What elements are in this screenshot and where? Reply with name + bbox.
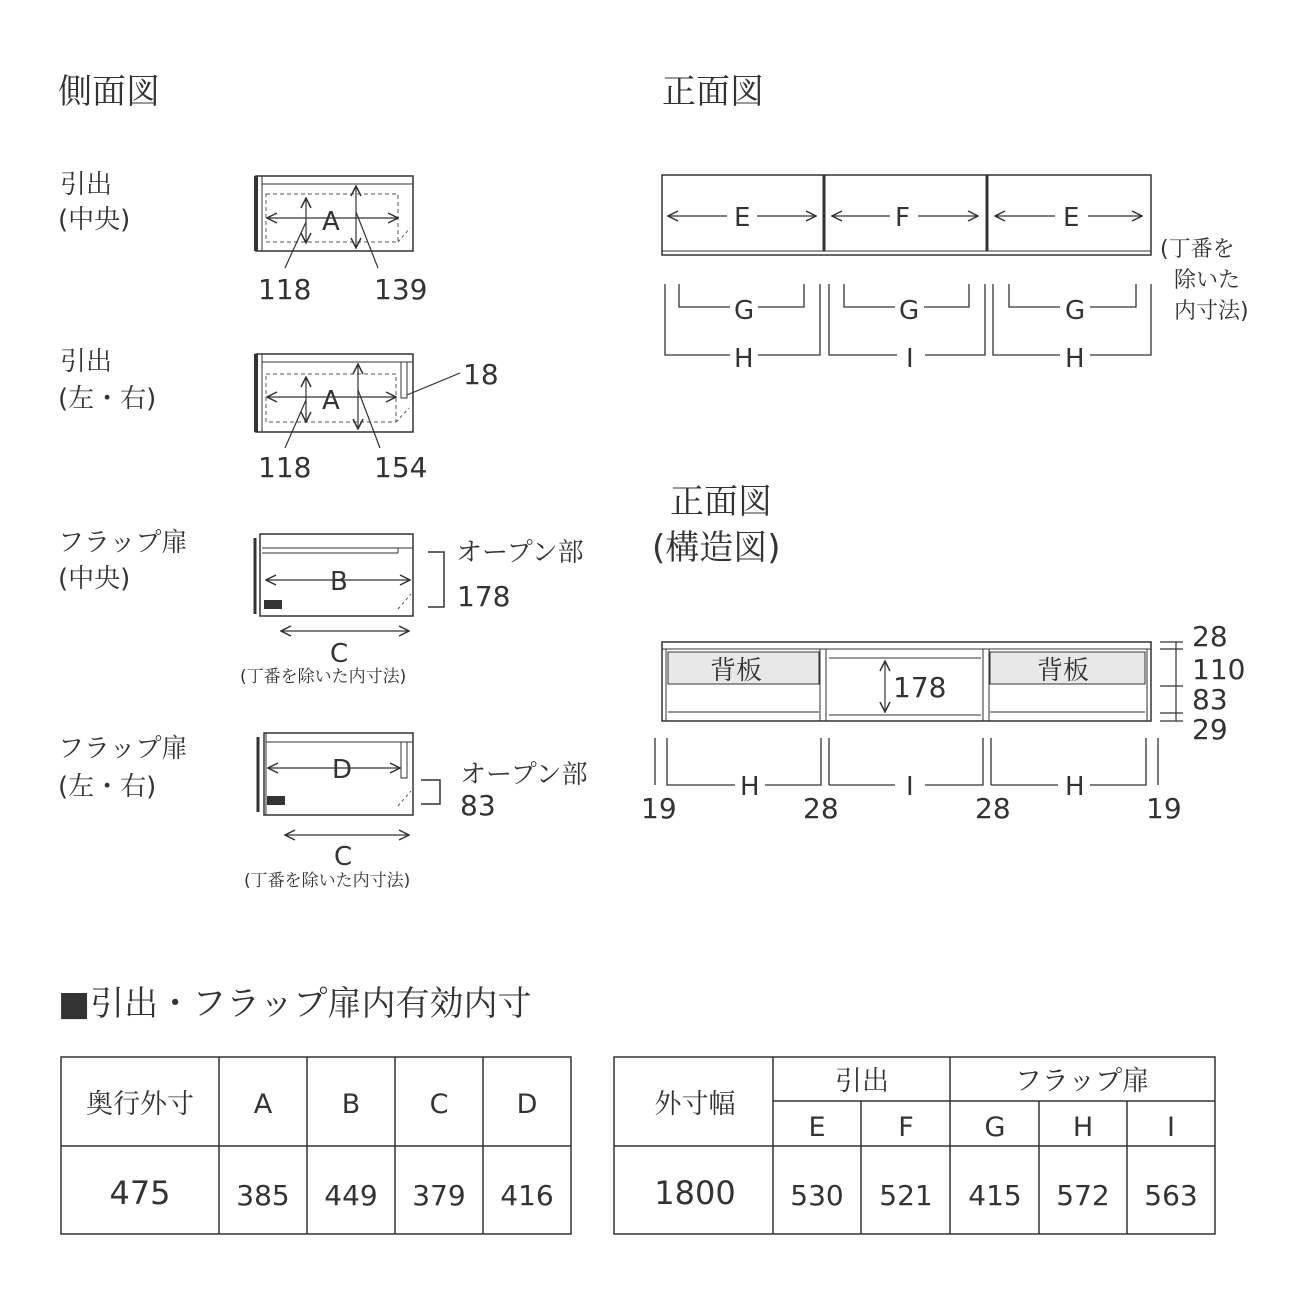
flap-center-letter-c: C <box>330 639 349 669</box>
structure-letter-i: I <box>906 772 914 802</box>
structure-title: 正面図 <box>670 482 772 522</box>
flap-lr-sublabel: (左・右) <box>58 772 157 802</box>
drawer-lr-label: 引出 <box>60 347 113 377</box>
front-note-line3: 内寸法) <box>1174 299 1249 324</box>
drawer-center-dim2: 139 <box>374 273 428 306</box>
drawer-lr-group <box>58 347 499 484</box>
table-right-value-f: 521 <box>879 1179 933 1212</box>
front-view-drawing <box>662 175 1151 355</box>
front-note-line1: (丁番を <box>1160 237 1235 262</box>
front-letter-g-left: G <box>734 296 755 326</box>
flap-center-letter-b: B <box>330 567 348 597</box>
table-left-header-c: C <box>429 1089 449 1120</box>
flap-center-sublabel: (中央) <box>58 564 131 594</box>
structure-dim-28-left: 28 <box>803 792 839 825</box>
flap-center-drawing <box>255 534 444 631</box>
structure-dim-83: 83 <box>1192 683 1228 716</box>
table-left-header-depth: 奥行外寸 <box>86 1089 194 1120</box>
table-left-header-a: A <box>253 1089 273 1120</box>
structure-dim-29: 29 <box>1192 713 1228 746</box>
table-right-sub-i: I <box>1167 1112 1175 1143</box>
section-title: ■引出・フラップ扉内有効内寸 <box>58 984 532 1024</box>
structure-subtitle: (構造図) <box>652 528 781 568</box>
drawer-lr-dim-side: 18 <box>463 358 499 391</box>
drawer-lr-drawing <box>256 354 460 448</box>
table-left-header-d: D <box>516 1089 538 1120</box>
flap-lr-open-label: オープン部 <box>460 760 588 790</box>
front-letter-f: F <box>895 203 910 233</box>
drawer-lr-dim2: 154 <box>374 451 428 484</box>
structure-dim-19-left: 19 <box>641 792 677 825</box>
table-right-group-flap: フラップ扉 <box>1014 1066 1150 1097</box>
table-left-header-b: B <box>341 1089 361 1120</box>
drawer-lr-sublabel: (左・右) <box>58 384 157 414</box>
flap-lr-label: フラップ扉 <box>58 734 188 764</box>
flap-center-group <box>58 528 584 687</box>
flap-center-note: (丁番を除いた内寸法) <box>240 667 407 687</box>
structure-back-right: 背板 <box>1037 656 1090 686</box>
table-right-header-width: 外寸幅 <box>654 1089 736 1120</box>
drawer-center-sublabel: (中央) <box>58 205 131 235</box>
drawer-center-label: 引出 <box>60 170 113 200</box>
front-view-title: 正面図 <box>662 72 764 112</box>
flap-lr-open-dim: 83 <box>460 789 496 822</box>
table-right-sub-h: H <box>1072 1112 1094 1143</box>
table-right-sub-e: E <box>808 1112 826 1143</box>
front-letter-h-left: H <box>734 344 754 374</box>
table-left-value-c: 379 <box>412 1179 466 1212</box>
drawer-lr-dim1: 118 <box>258 451 312 484</box>
side-view-title: 側面図 <box>58 72 160 112</box>
table-right-group-drawer: 引出 <box>835 1066 889 1097</box>
table-left-value-depth: 475 <box>109 1174 171 1212</box>
table-right-value-g: 415 <box>968 1179 1022 1212</box>
flap-lr-group <box>58 733 588 891</box>
front-letter-i: I <box>906 344 914 374</box>
front-letter-h-right: H <box>1065 344 1085 374</box>
structure-back-left: 背板 <box>710 656 763 686</box>
flap-center-open-label: オープン部 <box>456 538 584 568</box>
flap-lr-letter-d: D <box>332 755 353 785</box>
drawer-center-dim1: 118 <box>258 273 312 306</box>
drawer-lr-letter: A <box>322 386 340 416</box>
structure-letter-h-right: H <box>1065 772 1085 802</box>
front-letter-g-right: G <box>1065 296 1086 326</box>
table-right-value-width: 1800 <box>654 1174 736 1212</box>
table-left-value-b: 449 <box>324 1179 378 1212</box>
front-letter-e-left: E <box>734 203 751 233</box>
structure-letter-h-left: H <box>740 772 760 802</box>
table-left-value-a: 385 <box>236 1179 290 1212</box>
flap-lr-note: (丁番を除いた内寸法) <box>244 871 411 891</box>
structure-center-dim: 178 <box>893 671 947 704</box>
structure-dim-19-right: 19 <box>1146 792 1182 825</box>
table-left-value-d: 416 <box>500 1179 554 1212</box>
flap-center-open-dim: 178 <box>457 580 511 613</box>
flap-lr-letter-c: C <box>334 842 353 872</box>
structure-dim-110: 110 <box>1192 653 1246 686</box>
table-right-sub-g: G <box>984 1112 1006 1143</box>
table-right-value-h: 572 <box>1056 1179 1110 1212</box>
drawer-center-letter: A <box>322 207 340 237</box>
front-letter-g-center: G <box>899 296 920 326</box>
table-right-sub-f: F <box>898 1112 914 1143</box>
front-note-line2: 除いた <box>1174 268 1241 293</box>
table-right-value-e: 530 <box>790 1179 844 1212</box>
flap-center-label: フラップ扉 <box>58 528 188 558</box>
table-right-value-i: 563 <box>1144 1179 1198 1212</box>
drawer-center-group <box>58 170 427 306</box>
structure-dim-28: 28 <box>1192 620 1228 653</box>
front-letter-e-right: E <box>1063 203 1080 233</box>
structure-dim-28-right: 28 <box>975 792 1011 825</box>
